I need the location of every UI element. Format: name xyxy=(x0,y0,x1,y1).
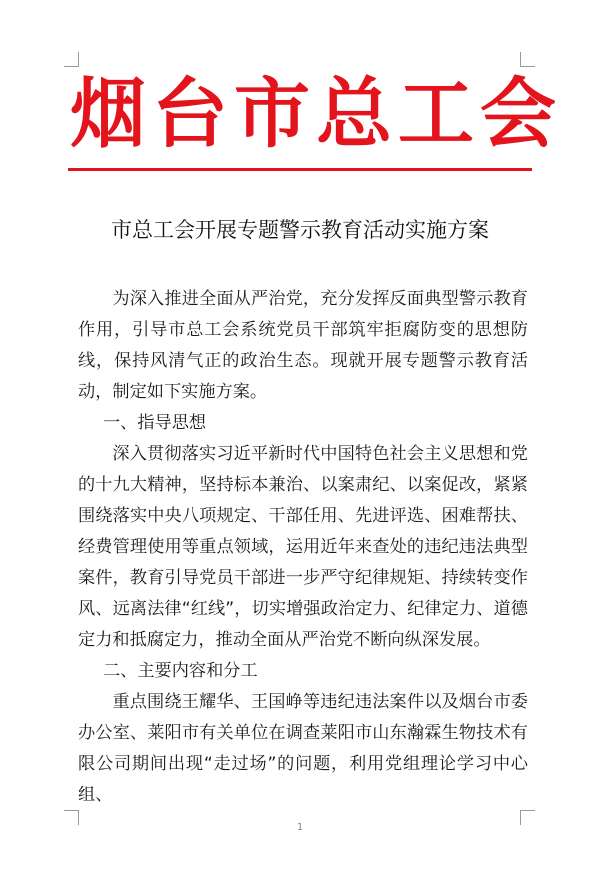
section-heading-guiding-thought: 一、指导思想 xyxy=(102,413,207,433)
page-number: 1 xyxy=(296,822,304,833)
document-title: 市总工会开展专题警示教育活动实施方案 xyxy=(111,218,489,242)
content-division-paragraph: 重点围绕王耀华、王国峥等违纪违法案件以及烟台市委办公室、莱阳市有关单位在调查莱阳市山东瀚霖生物技术有限公司期间出现“走过场”的问题，利用党组理论学习中心组、 xyxy=(78,692,528,805)
section-heading-content-division: 二、主要内容和分工 xyxy=(102,661,258,681)
masthead-red-rule xyxy=(68,168,532,171)
document-body xyxy=(78,284,528,811)
masthead-title: 烟台市总工会 xyxy=(70,69,562,158)
guiding-thought-paragraph: 深入贯彻落实习近平新时代中国特色社会主义思想和党的十九大精神，坚持标本兼治、以案肃纪、以案促改，紧紧围绕落实中央八项规定、干部任用、先进评选、困难帮扶、经费管理使用等重点领域，运用近年来查处的违纪违法典型案件，教育引导党员干部进一步严守纪律规矩、持续转变作风、远离法律“红线”，切实增强政治定力、纪律定力、道德定力和抵腐定力，推动全面从严治党不断向纵深发展。 xyxy=(78,444,528,650)
crop-mark-top-left xyxy=(64,52,79,67)
intro-paragraph: 为深入推进全面从严治党，充分发挥反面典型警示教育作用，引导市总工会系统党员干部筑牢拒腐防变的思想防线，保持风清气正的政治生态。现就开展专题警示教育活动，制定如下实施方案。 xyxy=(78,289,528,402)
crop-mark-top-right xyxy=(520,52,535,67)
